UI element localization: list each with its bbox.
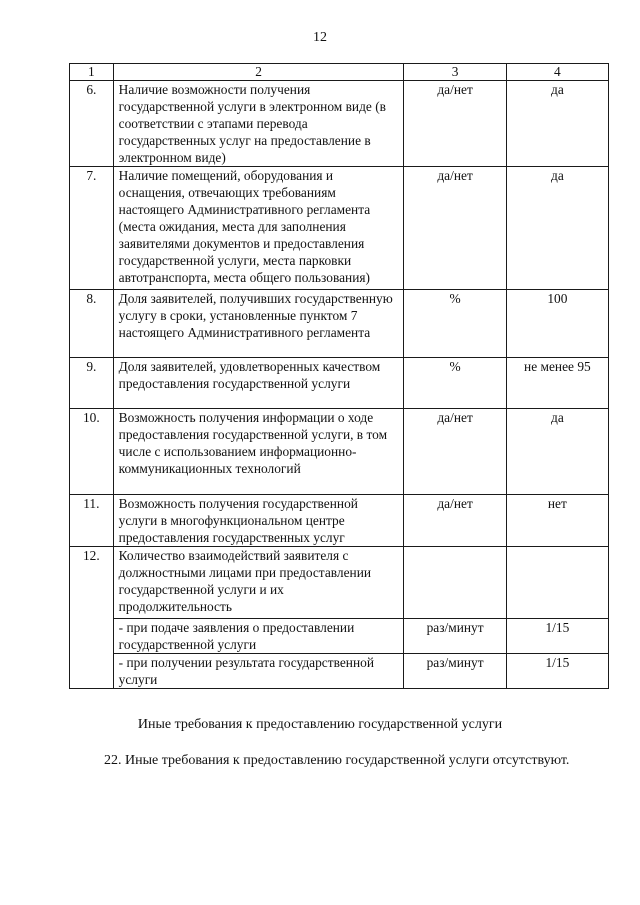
- unit-cell: да/нет: [404, 409, 506, 495]
- table-row: [70, 495, 609, 547]
- indicator-name: Доля заявителей, получивших государственную услугу в сроки, установленные пунктом 7 настоящего Административного регламента: [113, 290, 404, 358]
- row-number: 8.: [70, 290, 114, 358]
- row-number: 12.: [70, 547, 114, 689]
- table-subrow: [70, 654, 609, 689]
- indicator-name: Количество взаимодействий заявителя с должностными лицами при предоставлении государственной услуги и их продолжительность: [113, 547, 404, 619]
- value-cell: да: [506, 81, 608, 167]
- value-cell: да: [506, 167, 608, 290]
- row-number: 11.: [70, 495, 114, 547]
- header-cell-4: 4: [506, 64, 608, 81]
- indicator-name: Наличие помещений, оборудования и оснащения, отвечающих требованиям настоящего Административного регламента (места ожидания, места для заполнения заявителями документов и предоставления государственной услуги, места парковки автотранспорта, места общего пользования): [113, 167, 404, 290]
- unit-cell: %: [404, 290, 506, 358]
- indicator-subitem: - при получении результата государственной услуги: [113, 654, 404, 689]
- unit-cell: раз/минут: [404, 619, 506, 654]
- section-heading: Иные требования к предоставлению государственной услуги: [137, 717, 503, 732]
- header-cell-1: 1: [70, 64, 114, 81]
- header-cell-3: 3: [404, 64, 506, 81]
- page-number: 12: [313, 30, 327, 45]
- row-number: 6.: [70, 81, 114, 167]
- table-row: [70, 547, 609, 619]
- unit-cell: %: [404, 358, 506, 409]
- value-cell: нет: [506, 495, 608, 547]
- value-cell: [506, 547, 608, 619]
- header-cell-2: 2: [113, 64, 404, 81]
- unit-cell: да/нет: [404, 81, 506, 167]
- value-cell: 100: [506, 290, 608, 358]
- indicator-name: Возможность получения государственной услуги в многофункциональном центре предоставления государственных услуг: [113, 495, 404, 547]
- table-row: [70, 290, 609, 358]
- unit-cell: [404, 547, 506, 619]
- unit-cell: раз/минут: [404, 654, 506, 689]
- row-number: 9.: [70, 358, 114, 409]
- value-cell: 1/15: [506, 654, 608, 689]
- table-row: [70, 81, 609, 167]
- table-subrow: [70, 619, 609, 654]
- quality-indicators-table: [69, 63, 609, 689]
- table-header-row: [70, 64, 609, 81]
- paragraph-22: 22. Иные требования к предоставлению государственной услуги отсутствуют.: [104, 753, 570, 768]
- row-number: 10.: [70, 409, 114, 495]
- table-row: [70, 409, 609, 495]
- unit-cell: да/нет: [404, 167, 506, 290]
- value-cell: да: [506, 409, 608, 495]
- value-cell: 1/15: [506, 619, 608, 654]
- row-number: 7.: [70, 167, 114, 290]
- indicator-name: Возможность получения информации о ходе предоставления государственной услуги, в том числе с использованием информационно-коммуникационных технологий: [113, 409, 404, 495]
- unit-cell: да/нет: [404, 495, 506, 547]
- table-row: [70, 358, 609, 409]
- indicator-name: Доля заявителей, удовлетворенных качеством предоставления государственной услуги: [113, 358, 404, 409]
- table-row: [70, 167, 609, 290]
- indicator-name: Наличие возможности получения государственной услуги в электронном виде (в соответствии с этапами перевода государственных услуг на предоставление в электронном виде): [113, 81, 404, 167]
- value-cell: не менее 95: [506, 358, 608, 409]
- indicator-subitem: - при подаче заявления о предоставлении государственной услуги: [113, 619, 404, 654]
